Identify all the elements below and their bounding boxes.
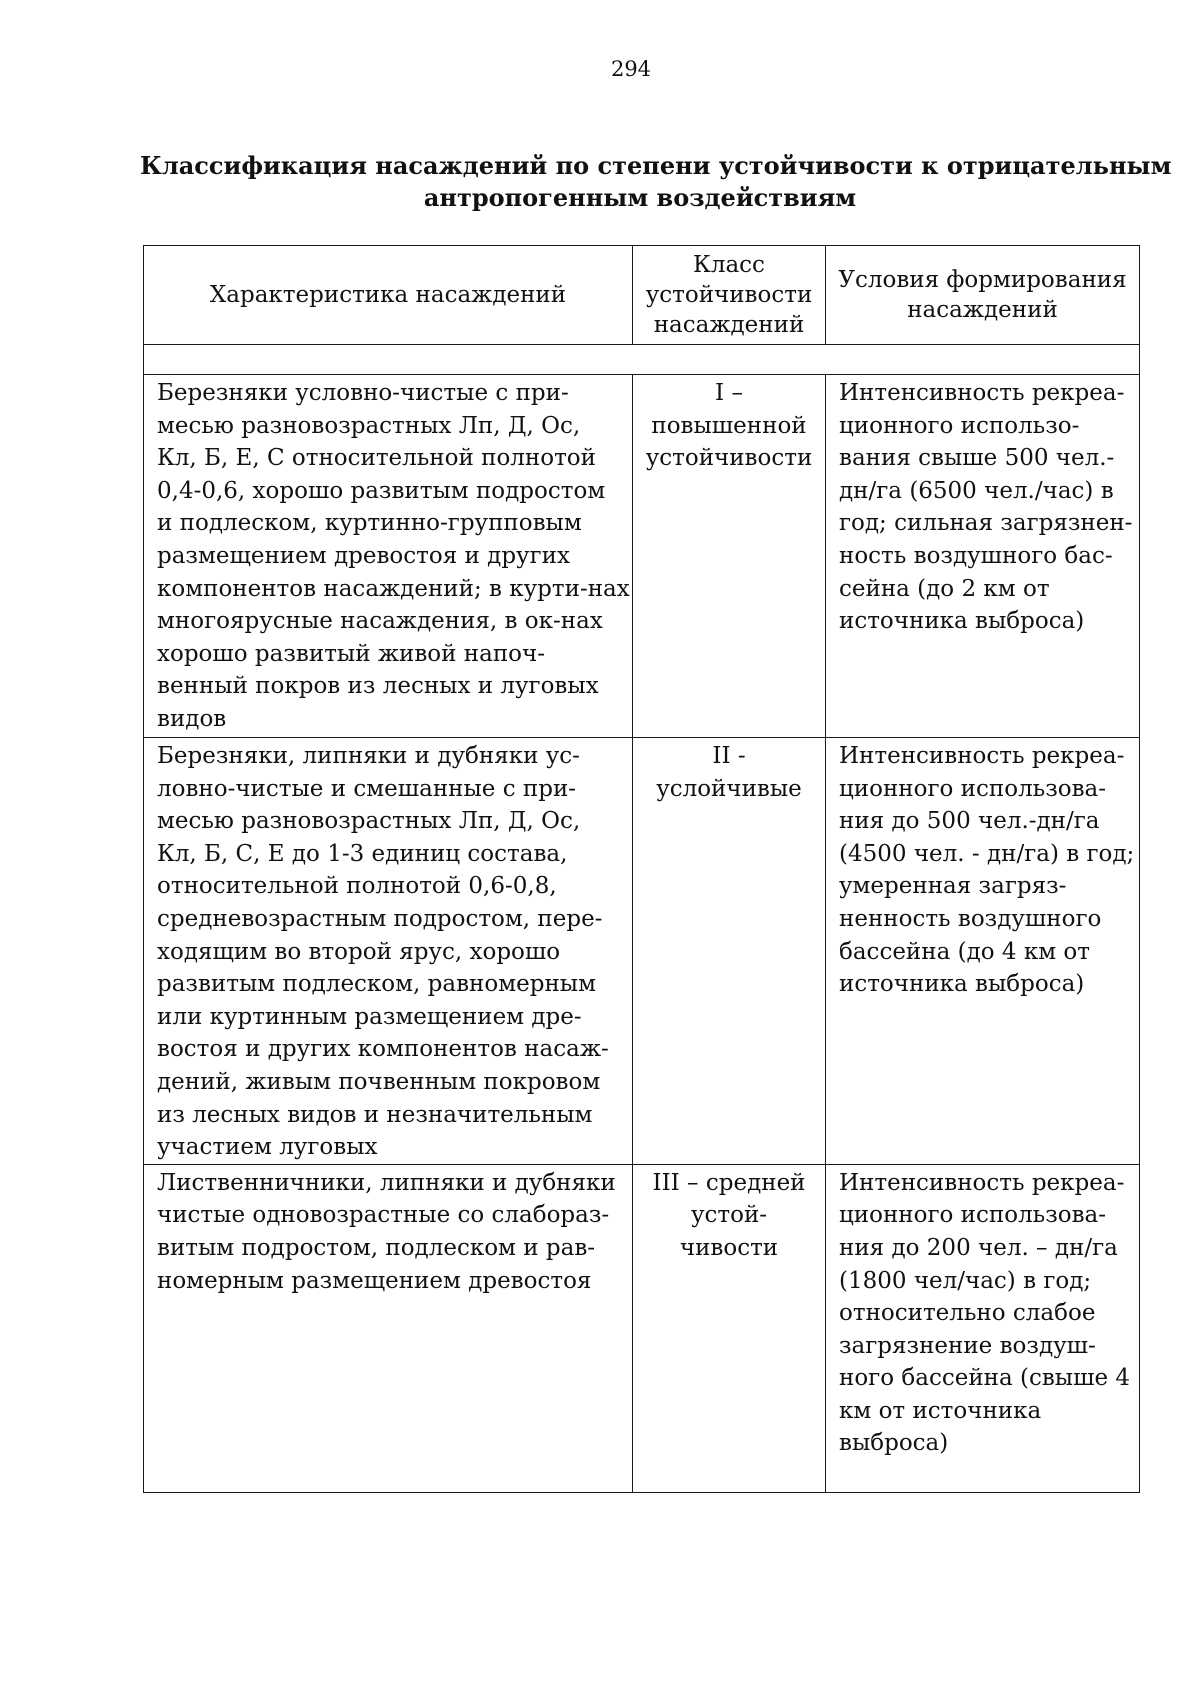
text-line: компонентов насаждений; в курти-нах (157, 575, 630, 602)
page-number: 294 (610, 57, 652, 81)
text-line: II - (712, 743, 746, 769)
characteristic-cell (144, 738, 633, 1165)
header-conditions-cell (826, 246, 1140, 345)
class-text (633, 375, 825, 475)
class-text (633, 1165, 825, 1265)
text-line: или куртинным размещением дре- (157, 1003, 582, 1030)
text-line: Березняки условно-чистые с при- (157, 380, 569, 406)
page-title (140, 150, 1172, 214)
table-row (144, 738, 1140, 1165)
header-characteristic (144, 280, 632, 310)
characteristic-text (144, 1165, 632, 1297)
text-line: насаждений (907, 297, 1058, 323)
text-line: ловно-чистые и смешанные с при- (157, 775, 577, 802)
text-line: Характеристика насаждений (209, 282, 567, 308)
text-line: Условия формирования (838, 267, 1127, 293)
text-line: ния до 200 чел. – дн/га (839, 1234, 1118, 1261)
text-line: повышенной (651, 412, 807, 439)
conditions-cell (826, 1164, 1140, 1492)
text-line: Интенсивность рекреа- (839, 743, 1125, 769)
text-line: устойчивости (645, 282, 813, 308)
text-line: загрязнение воздуш- (839, 1332, 1096, 1359)
text-line: услойчивые (656, 775, 802, 802)
text-line: востоя и других компонентов насаж- (157, 1036, 609, 1063)
text-line: I – (715, 380, 743, 406)
text-line: (1800 чел/час) в год; (839, 1267, 1092, 1294)
text-line: средневозрастным подростом, пере- (157, 905, 603, 932)
text-line: источника выброса) (839, 971, 1085, 998)
text-line: Класс (693, 252, 765, 278)
text-line: месью разновозрастных Лп, Д, Ос, (157, 412, 581, 439)
text-line: Интенсивность рекреа- (839, 1169, 1125, 1196)
text-line: чивости (679, 1234, 779, 1261)
header-class-cell (633, 246, 826, 345)
class-cell (633, 1164, 826, 1492)
text-line: ния до 500 чел.-дн/га (839, 808, 1100, 835)
text-line: Классификация насаждений по степени устойчивости к отрицательным (140, 151, 1172, 180)
header-conditions (826, 265, 1139, 325)
text-line: год; сильная загрязнен- (839, 510, 1133, 537)
classification-table (143, 245, 1140, 1493)
text-line: ционного использо- (839, 412, 1080, 439)
text-line: витым подростом, подлеском и рав- (157, 1234, 596, 1261)
class-cell (633, 738, 826, 1165)
text-line: месью разновозрастных Лп, Д, Ос, (157, 808, 581, 835)
text-line: выброса) (839, 1430, 949, 1457)
conditions-text (826, 1165, 1139, 1460)
text-line: Интенсивность рекреа- (839, 380, 1125, 406)
text-line: ность воздушного бас- (839, 542, 1113, 569)
characteristic-text (144, 375, 632, 736)
text-line: относительно слабое (839, 1300, 1096, 1327)
text-line: ционного использова- (839, 775, 1107, 802)
text-line: венный покров из лесных и луговых (157, 673, 599, 700)
conditions-cell (826, 375, 1140, 738)
text-line: из лесных видов и незначительным (157, 1101, 593, 1128)
table-header-row (144, 246, 1140, 345)
characteristic-cell (144, 1164, 633, 1492)
text-line: насаждений (653, 312, 805, 338)
text-line: сейна (до 2 км от (839, 575, 1050, 602)
text-line: чистые одновозрастные со слабораз- (157, 1202, 610, 1229)
text-line: размещением древостоя и других (157, 542, 570, 569)
text-line: многоярусные насаждения, в ок-нах (157, 608, 603, 635)
text-line: и подлеском, куртинно-групповым (157, 510, 582, 537)
conditions-cell (826, 738, 1140, 1165)
header-class (633, 250, 825, 340)
text-line: III – средней (652, 1169, 806, 1196)
class-cell (633, 375, 826, 738)
text-line: (4500 чел. - дн/га) в год; (839, 840, 1135, 867)
empty-row (144, 345, 1140, 375)
empty-cell (144, 345, 1140, 375)
text-line: Лиственничники, липняки и дубняки (157, 1169, 616, 1196)
text-line: развитым подлеском, равномерным (157, 971, 596, 998)
conditions-text (826, 375, 1139, 638)
text-line: ходящим во второй ярус, хорошо (157, 938, 561, 965)
table-row (144, 375, 1140, 738)
text-line: участием луговых (157, 1134, 378, 1161)
characteristic-text (144, 738, 632, 1164)
text-line: бассейна (до 4 км от (839, 938, 1091, 965)
characteristic-cell (144, 375, 633, 738)
text-line: Кл, Б, Е, С относительной полнотой (157, 445, 596, 472)
text-line: ненность воздушного (839, 905, 1102, 932)
text-line: умеренная загряз- (839, 873, 1067, 900)
text-line: источника выброса) (839, 608, 1085, 635)
header-characteristic-cell (144, 246, 633, 345)
text-line: Березняки, липняки и дубняки ус- (157, 743, 580, 769)
text-line: устой- (690, 1202, 768, 1229)
text-line: видов (157, 705, 227, 732)
text-line: относительной полнотой 0,6-0,8, (157, 873, 557, 900)
table-row (144, 1164, 1140, 1492)
text-line: антропогенным воздействиям (423, 183, 857, 212)
text-line: км от источника (839, 1397, 1042, 1424)
text-line: хорошо развитый живой напоч- (157, 640, 545, 667)
text-line: устойчивости (645, 445, 813, 472)
text-line: дений, живым почвенным покровом (157, 1068, 601, 1095)
conditions-text (826, 738, 1139, 1001)
text-line: ционного использова- (839, 1202, 1107, 1229)
class-text (633, 738, 825, 805)
text-line: Кл, Б, С, Е до 1-3 единиц состава, (157, 840, 568, 867)
text-line: дн/га (6500 чел./час) в (839, 477, 1114, 504)
text-line: 0,4-0,6, хорошо развитым подростом (157, 477, 606, 504)
text-line: ного бассейна (свыше 4 (839, 1365, 1131, 1392)
text-line: вания свыше 500 чел.- (839, 445, 1115, 472)
text-line: номерным размещением древостоя (157, 1267, 592, 1294)
